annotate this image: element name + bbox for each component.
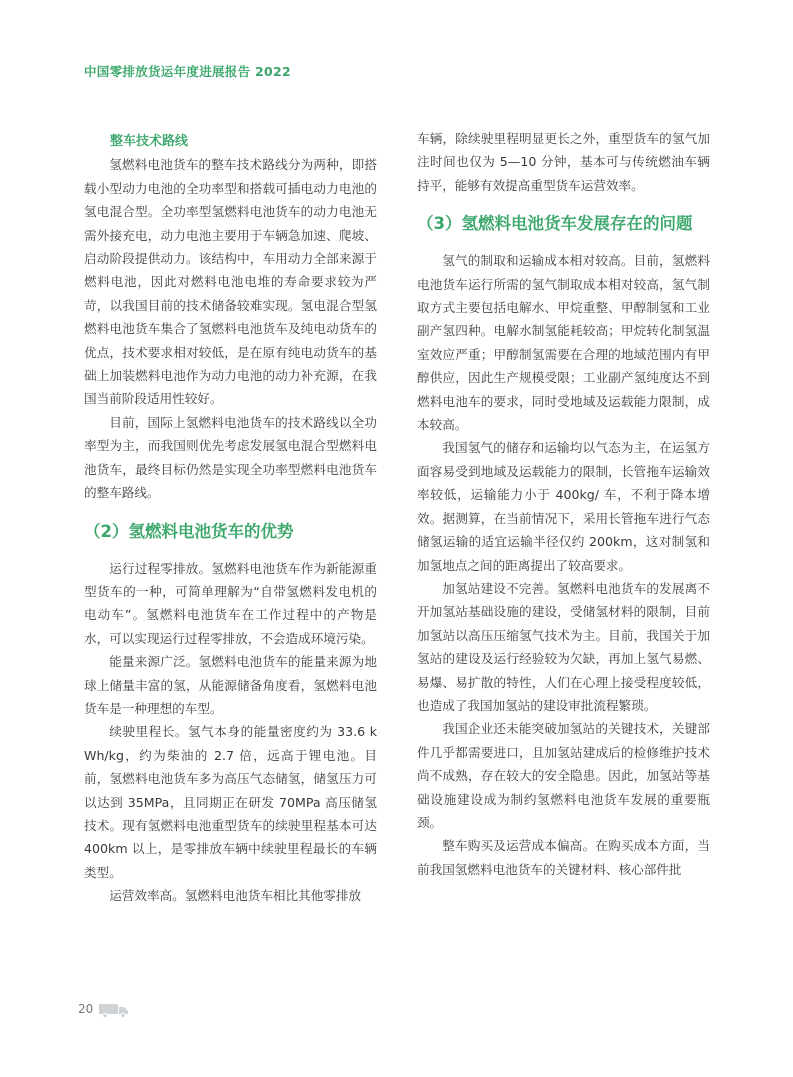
truck-icon xyxy=(99,1003,129,1018)
paragraph: 续驶里程长。氢气本身的能量密度约为 33.6 kWh/kg，约为柴油的 2.7 倍，远高于锂电池。目前，氢燃料电池货车多为高压气态储氢，储氢压力可以达到 35MPa，且同期正在研发 70MPa 高压储氢技术。现有氢燃料电池重型货车的续驶里程基本可达 400km 以上，是零排放车辆中续驶里程最长的车辆类型。 xyxy=(84,724,377,880)
section-title-advantages: （2）氢燃料电池货车的优势 xyxy=(84,521,294,541)
paragraph: 运营效率高。氢燃料电池货车相比其他零排放 xyxy=(109,888,362,904)
paragraph: 我国企业还未能突破加氢站的关键技术，关键部件几乎都需要进口，且加氢站建成后的检修维护技术尚不成熟，存在较大的安全隐患。因此，加氢站等基础设施建设成为制约氢燃料电池货车发展的重要瓶颈。 xyxy=(417,721,710,830)
paragraph: 加氢站建设不完善。氢燃料电池货车的发展离不开加氢站基础设施的建设，受储氢材料的限制，目前加氢站以高压压缩氢气技术为主。目前，我国关于加氢站的建设及运行经验较为欠缺，再加上氢气易燃、易爆、易扩散的特性，人们在心理上接受程度较低，也造成了我国加氢站的建设审批流程繁琐。 xyxy=(417,580,710,713)
paragraph: 我国氢气的储存和运输均以气态为主，在运氢方面容易受到地域及运载能力的限制，长管拖车运输效率较低，运输能力小于 400kg/ 车，不利于降本增效。据测算，在当前情况下，采用长管拖车进行气态储氢运输的适宜运输半径仅约 200km，这对制氢和加氢地点之间的距离提出了较高要求。 xyxy=(417,440,710,573)
section-title-problems: （3）氢燃料电池货车发展存在的问题 xyxy=(417,214,693,234)
right-column xyxy=(417,127,710,881)
report-header-title: 中国零排放货运年度进展报告 2022 xyxy=(84,64,292,79)
page-number: 20 xyxy=(78,1002,94,1016)
paragraph: 氢气的制取和运输成本相对较高。目前，氢燃料电池货车运行所需的氢气制取成本相对较高，氢气制取方式主要包括电解水、甲烷重整、甲醇制氢和工业副产氢四种。电解水制氢能耗较高；甲烷转化制氢温室效应严重；甲醇制氢需要在合理的地域范围内有甲醇供应，因此生产规模受限；工业副产氢纯度达不到燃料电池车的要求，同时受地域及运载能力限制，成本较高。 xyxy=(417,253,710,433)
paragraph: 整车购买及运营成本偏高。在购买成本方面，当前我国氢燃料电池货车的关键材料、核心部件批 xyxy=(417,838,710,877)
paragraph: 氢燃料电池货车的整车技术路线分为两种，即搭载小型动力电池的全功率型和搭载可插电动力电池的氢电混合型。全功率型氢燃料电池货车的动力电池无需外接充电，动力电池主要用于车辆急加速、爬坡、启动阶段提供动力。该结构中，车用动力全部来源于燃料电池，因此对燃料电池电堆的寿命要求较为严苛，以我国目前的技术储备较难实现。氢电混合型氢燃料电池货车集合了氢燃料电池货车及纯电动货车的优点，技术要求相对较低，是在原有纯电动货车的基础上加装燃料电池作为动力电池的动力补充源，在我国当前阶段适用性较好。 xyxy=(84,157,377,407)
paragraph-continued: 车辆，除续驶里程明显更长之外，重型货车的氢气加注时间也仅为 5—10 分钟，基本可与传统燃油车辆持平，能够有效提高重型货车运营效率。 xyxy=(417,131,710,193)
subhead-vehicle-tech-route: 整车技术路线 xyxy=(110,134,189,149)
paragraph: 能量来源广泛。氢燃料电池货车的能量来源为地球上储量丰富的氢，从能源储备角度看，氢燃料电池货车是一种理想的车型。 xyxy=(84,654,377,716)
paragraph: 目前，国际上氢燃料电池货车的技术路线以全功率型为主，而我国则优先考虑发展氢电混合型燃料电池货车，最终目标仍然是实现全功率型燃料电池货车的整车路线。 xyxy=(84,414,377,501)
paragraph: 运行过程零排放。氢燃料电池货车作为新能源重型货车的一种，可简单理解为“自带氢燃料发电机的电动车”。氢燃料电池货车在工作过程中的产物是水，可以实现运行过程零排放，不会造成环境污染。 xyxy=(84,560,377,646)
left-column xyxy=(84,130,377,908)
